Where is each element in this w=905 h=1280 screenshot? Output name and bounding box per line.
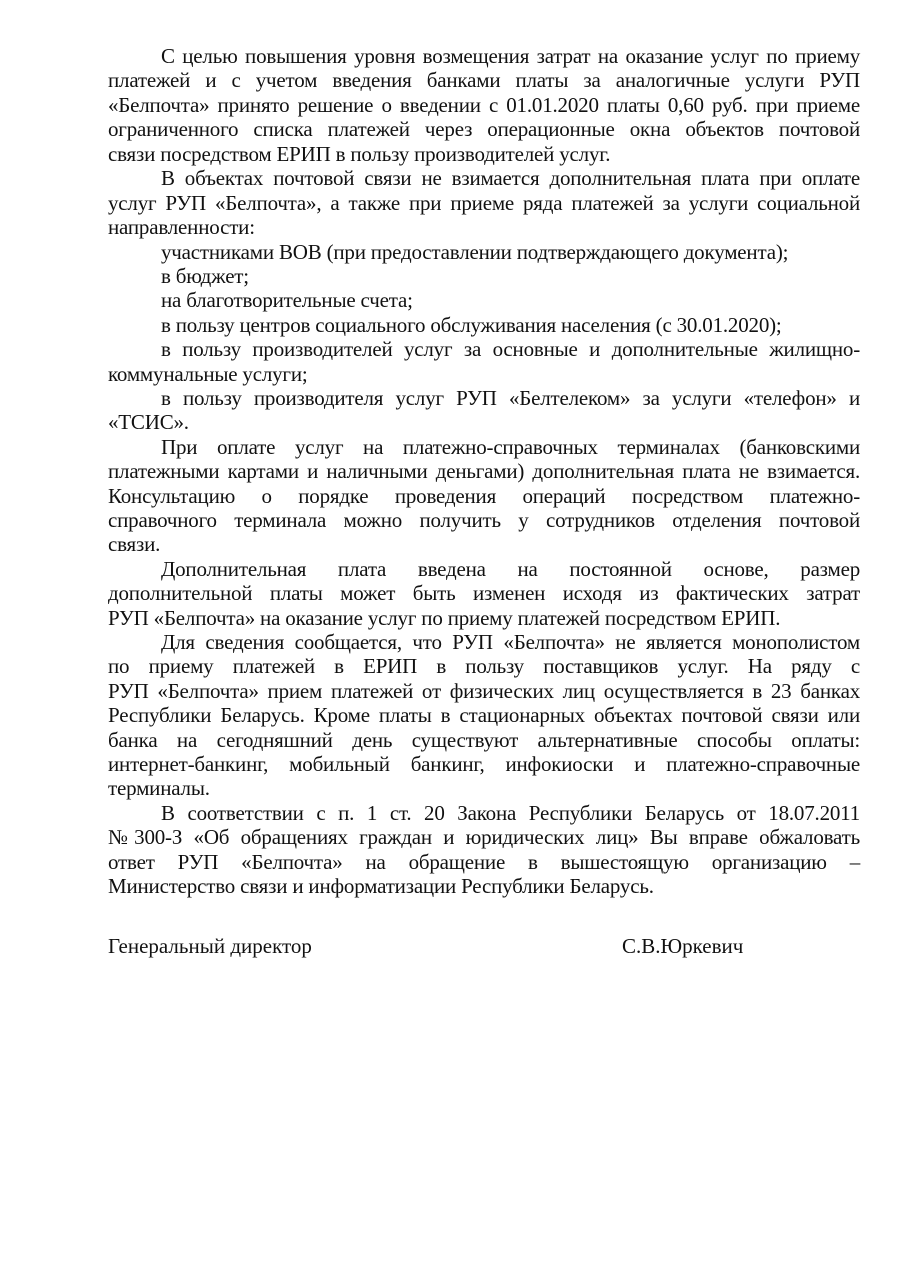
text-line: В объектах почтовой связи не взимается дополнительная плата при оплате bbox=[161, 166, 860, 190]
text-line: услуг РУП «Белпочта», а также при приеме ряда платежей за услуги социальной bbox=[108, 191, 860, 215]
text-line: С целью повышения уровня возмещения затрат на оказание услуг по приему bbox=[161, 44, 860, 68]
text-line: связи. bbox=[108, 532, 161, 556]
text-line: в бюджет; bbox=[161, 264, 249, 288]
text-line: №300-З «Об обращениях граждан и юридических лиц» Вы вправе обжаловать bbox=[108, 825, 860, 849]
text-line: платежей и с учетом введения банками платы за аналогичные услуги РУП bbox=[108, 68, 860, 92]
text-line: ответ РУП «Белпочта» на обращение в вышестоящую организацию – bbox=[108, 850, 860, 874]
text-line: в пользу производителей услуг за основные и дополнительные жилищно- bbox=[161, 337, 860, 361]
text-line: дополнительной платы может быть изменен исходя из фактических затрат bbox=[108, 581, 860, 605]
text-line: на благотворительные счета; bbox=[161, 288, 413, 312]
text-line: Министерство связи и информатизации Республики Беларусь. bbox=[108, 874, 654, 898]
text-line: направленности: bbox=[108, 215, 255, 239]
text-line: При оплате услуг на платежно-справочных терминалах (банковскими bbox=[161, 435, 860, 459]
text-line: В соответствии с п. 1 ст. 20 Закона Республики Беларусь от 18.07.2011 bbox=[161, 801, 860, 825]
text-line: справочного терминала можно получить у сотрудников отделения почтовой bbox=[108, 508, 860, 532]
text-line: платежными картами и наличными деньгами) дополнительная плата не взимается. bbox=[108, 459, 860, 483]
text-line: в пользу центров социального обслуживания населения (с 30.01.2020); bbox=[161, 313, 782, 337]
signatory-name: С.В.Юркевич bbox=[622, 934, 744, 958]
text-line: Дополнительная плата введена на постоянной основе, размер bbox=[161, 557, 860, 581]
text-line: ограниченного списка платежей через операционные окна объектов почтовой bbox=[108, 117, 860, 141]
signatory-position: Генеральный директор bbox=[108, 934, 312, 958]
text-line: «ТСИС». bbox=[108, 410, 189, 434]
text-line: интернет-банкинг, мобильный банкинг, инфокиоски и платежно-справочные bbox=[108, 752, 860, 776]
text-line: участниками ВОВ (при предоставлении подтверждающего документа); bbox=[161, 240, 789, 264]
text-line: коммунальные услуги; bbox=[108, 362, 308, 386]
text-line: Для сведения сообщается, что РУП «Белпочта» не является монополистом bbox=[161, 630, 860, 654]
text-line: Консультацию о порядке проведения операций посредством платежно- bbox=[108, 484, 860, 508]
text-line: в пользу производителя услуг РУП «Белтелеком» за услуги «телефон» и bbox=[161, 386, 860, 410]
text-line: «Белпочта» принято решение о введении с 01.01.2020 платы 0,60 руб. при приеме bbox=[108, 93, 860, 117]
text-line: Республики Беларусь. Кроме платы в стационарных объектах почтовой связи или bbox=[108, 703, 860, 727]
text-line: РУП «Белпочта» прием платежей от физических лиц осуществляется в 23 банках bbox=[108, 679, 860, 703]
text-line: по приему платежей в ЕРИП в пользу поставщиков услуг. На ряду с bbox=[108, 654, 860, 678]
text-line: банка на сегодняшний день существуют альтернативные способы оплаты: bbox=[108, 728, 860, 752]
text-line: терминалы. bbox=[108, 776, 210, 800]
text-line: связи посредством ЕРИП в пользу производителей услуг. bbox=[108, 142, 611, 166]
text-line: РУП «Белпочта» на оказание услуг по приему платежей посредством ЕРИП. bbox=[108, 606, 781, 630]
